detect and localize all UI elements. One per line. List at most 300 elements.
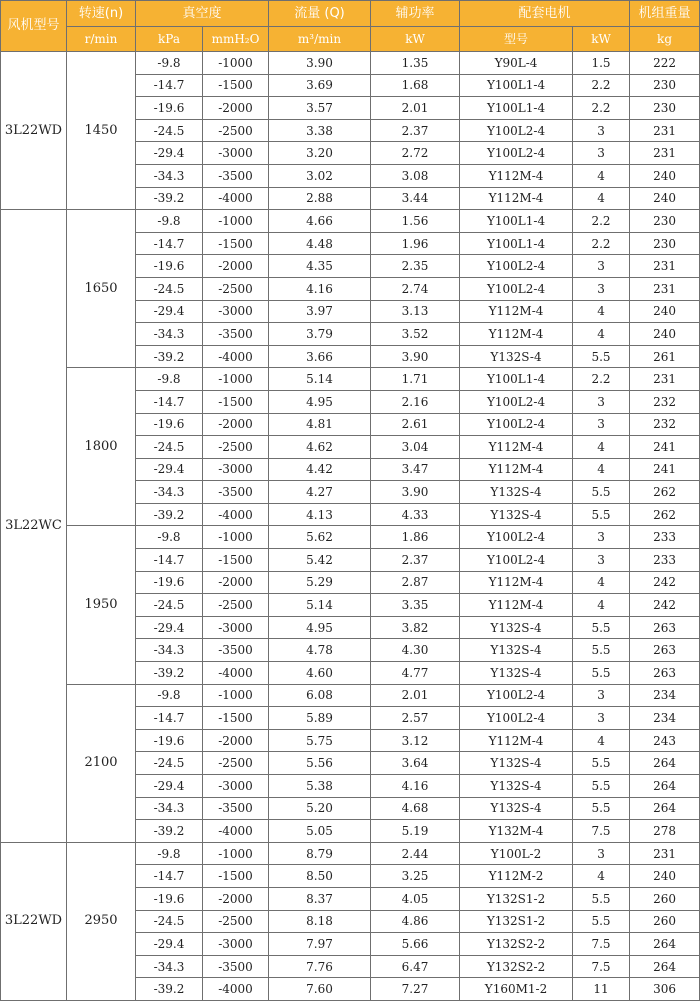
aux-power-cell: 4.86 xyxy=(371,910,460,933)
aux-power-cell: 3.47 xyxy=(371,458,460,481)
vacuum-kpa-cell: -29.4 xyxy=(136,775,203,798)
weight-cell: 260 xyxy=(630,887,700,910)
motor-type-cell: Y132S2-2 xyxy=(460,955,573,978)
motor-kw-cell: 5.5 xyxy=(573,752,630,775)
flow-cell: 5.56 xyxy=(269,752,371,775)
aux-power-cell: 2.01 xyxy=(371,684,460,707)
table-row xyxy=(1,842,700,865)
model-cell: 3L22WC xyxy=(1,210,67,843)
vacuum-kpa-cell: -34.3 xyxy=(136,481,203,504)
vacuum-mmh2o-cell: -3500 xyxy=(203,639,269,662)
vacuum-kpa-cell: -14.7 xyxy=(136,390,203,413)
vacuum-kpa-cell: -34.3 xyxy=(136,797,203,820)
flow-cell: 3.97 xyxy=(269,300,371,323)
flow-cell: 5.62 xyxy=(269,526,371,549)
vacuum-kpa-cell: -29.4 xyxy=(136,933,203,956)
vacuum-kpa-cell: -9.8 xyxy=(136,684,203,707)
header-motor-kw: kW xyxy=(573,27,630,52)
vacuum-mmh2o-cell: -2000 xyxy=(203,97,269,120)
flow-cell: 6.08 xyxy=(269,684,371,707)
motor-type-cell: Y132S2-2 xyxy=(460,933,573,956)
vacuum-mmh2o-cell: -4000 xyxy=(203,187,269,210)
motor-type-cell: Y132S-4 xyxy=(460,616,573,639)
aux-power-cell: 3.04 xyxy=(371,436,460,459)
weight-cell: 261 xyxy=(630,345,700,368)
flow-cell: 4.27 xyxy=(269,481,371,504)
flow-cell: 7.60 xyxy=(269,978,371,1001)
vacuum-kpa-cell: -9.8 xyxy=(136,526,203,549)
header-motor-type: 型号 xyxy=(460,27,573,52)
vacuum-mmh2o-cell: -3500 xyxy=(203,955,269,978)
vacuum-kpa-cell: -39.2 xyxy=(136,503,203,526)
flow-cell: 4.95 xyxy=(269,616,371,639)
vacuum-mmh2o-cell: -1000 xyxy=(203,684,269,707)
motor-kw-cell: 3 xyxy=(573,842,630,865)
motor-kw-cell: 4 xyxy=(573,323,630,346)
motor-type-cell: Y132S-4 xyxy=(460,775,573,798)
table-row xyxy=(1,210,700,233)
motor-type-cell: Y100L1-4 xyxy=(460,74,573,97)
vacuum-kpa-cell: -39.2 xyxy=(136,662,203,685)
motor-kw-cell: 4 xyxy=(573,729,630,752)
weight-cell: 240 xyxy=(630,865,700,888)
motor-type-cell: Y100L1-4 xyxy=(460,97,573,120)
flow-cell: 3.79 xyxy=(269,323,371,346)
vacuum-kpa-cell: -24.5 xyxy=(136,277,203,300)
motor-type-cell: Y112M-4 xyxy=(460,323,573,346)
vacuum-kpa-cell: -24.5 xyxy=(136,436,203,459)
vacuum-mmh2o-cell: -1500 xyxy=(203,74,269,97)
vacuum-kpa-cell: -9.8 xyxy=(136,842,203,865)
weight-cell: 306 xyxy=(630,978,700,1001)
aux-power-cell: 1.71 xyxy=(371,368,460,391)
motor-kw-cell: 3 xyxy=(573,707,630,730)
motor-kw-cell: 4 xyxy=(573,594,630,617)
vacuum-mmh2o-cell: -2500 xyxy=(203,594,269,617)
speed-cell: 1450 xyxy=(67,52,136,210)
aux-power-cell: 2.35 xyxy=(371,255,460,278)
vacuum-kpa-cell: -9.8 xyxy=(136,210,203,233)
motor-type-cell: Y100L2-4 xyxy=(460,707,573,730)
aux-power-cell: 2.44 xyxy=(371,842,460,865)
motor-kw-cell: 4 xyxy=(573,436,630,459)
aux-power-cell: 1.68 xyxy=(371,74,460,97)
vacuum-mmh2o-cell: -1000 xyxy=(203,526,269,549)
vacuum-kpa-cell: -19.6 xyxy=(136,255,203,278)
vacuum-mmh2o-cell: -4000 xyxy=(203,345,269,368)
speed-cell: 1650 xyxy=(67,210,136,368)
aux-power-cell: 5.19 xyxy=(371,820,460,843)
vacuum-mmh2o-cell: -3500 xyxy=(203,323,269,346)
vacuum-mmh2o-cell: -3500 xyxy=(203,164,269,187)
flow-cell: 3.20 xyxy=(269,142,371,165)
model-cell: 3L22WD xyxy=(1,842,67,1000)
motor-kw-cell: 2.2 xyxy=(573,97,630,120)
weight-cell: 231 xyxy=(630,277,700,300)
flow-cell: 4.95 xyxy=(269,390,371,413)
aux-power-cell: 3.64 xyxy=(371,752,460,775)
vacuum-mmh2o-cell: -4000 xyxy=(203,662,269,685)
weight-cell: 232 xyxy=(630,413,700,436)
vacuum-kpa-cell: -24.5 xyxy=(136,910,203,933)
motor-kw-cell: 4 xyxy=(573,187,630,210)
vacuum-kpa-cell: -39.2 xyxy=(136,345,203,368)
vacuum-mmh2o-cell: -2000 xyxy=(203,729,269,752)
vacuum-mmh2o-cell: -3500 xyxy=(203,797,269,820)
motor-type-cell: Y100L2-4 xyxy=(460,142,573,165)
header-weight-unit: kg xyxy=(630,27,700,52)
table-row xyxy=(1,368,700,391)
aux-power-cell: 4.30 xyxy=(371,639,460,662)
flow-cell: 7.97 xyxy=(269,933,371,956)
vacuum-kpa-cell: -19.6 xyxy=(136,97,203,120)
header-flow: 流量 (Q) xyxy=(269,1,371,27)
flow-cell: 5.38 xyxy=(269,775,371,798)
motor-kw-cell: 2.2 xyxy=(573,368,630,391)
weight-cell: 240 xyxy=(630,300,700,323)
motor-type-cell: Y100L2-4 xyxy=(460,390,573,413)
motor-type-cell: Y100L2-4 xyxy=(460,277,573,300)
motor-kw-cell: 5.5 xyxy=(573,481,630,504)
weight-cell: 241 xyxy=(630,458,700,481)
flow-cell: 4.13 xyxy=(269,503,371,526)
motor-kw-cell: 5.5 xyxy=(573,797,630,820)
aux-power-cell: 2.16 xyxy=(371,390,460,413)
vacuum-mmh2o-cell: -2000 xyxy=(203,413,269,436)
vacuum-kpa-cell: -9.8 xyxy=(136,52,203,75)
motor-type-cell: Y112M-4 xyxy=(460,436,573,459)
vacuum-kpa-cell: -19.6 xyxy=(136,571,203,594)
flow-cell: 4.16 xyxy=(269,277,371,300)
aux-power-cell: 2.57 xyxy=(371,707,460,730)
vacuum-kpa-cell: -24.5 xyxy=(136,752,203,775)
vacuum-mmh2o-cell: -1000 xyxy=(203,368,269,391)
vacuum-mmh2o-cell: -4000 xyxy=(203,503,269,526)
vacuum-kpa-cell: -34.3 xyxy=(136,955,203,978)
vacuum-mmh2o-cell: -2500 xyxy=(203,436,269,459)
aux-power-cell: 2.37 xyxy=(371,119,460,142)
flow-cell: 7.76 xyxy=(269,955,371,978)
header-vacuum-kpa: kPa xyxy=(136,27,203,52)
header-weight: 机组重量 xyxy=(630,1,700,27)
vacuum-mmh2o-cell: -1000 xyxy=(203,842,269,865)
motor-type-cell: Y112M-4 xyxy=(460,187,573,210)
weight-cell: 260 xyxy=(630,910,700,933)
weight-cell: 263 xyxy=(630,616,700,639)
weight-cell: 262 xyxy=(630,503,700,526)
table-header xyxy=(1,1,700,52)
motor-kw-cell: 5.5 xyxy=(573,910,630,933)
vacuum-mmh2o-cell: -1500 xyxy=(203,865,269,888)
table-row xyxy=(1,684,700,707)
vacuum-mmh2o-cell: -2500 xyxy=(203,119,269,142)
weight-cell: 233 xyxy=(630,549,700,572)
motor-type-cell: Y100L2-4 xyxy=(460,549,573,572)
vacuum-mmh2o-cell: -3500 xyxy=(203,481,269,504)
vacuum-mmh2o-cell: -2500 xyxy=(203,277,269,300)
motor-kw-cell: 5.5 xyxy=(573,345,630,368)
header-vacuum-mmh2o: mmH₂O xyxy=(203,27,269,52)
vacuum-kpa-cell: -34.3 xyxy=(136,323,203,346)
vacuum-kpa-cell: -34.3 xyxy=(136,164,203,187)
table-row xyxy=(1,526,700,549)
vacuum-mmh2o-cell: -3000 xyxy=(203,300,269,323)
flow-cell: 3.66 xyxy=(269,345,371,368)
header-model: 风机型号 xyxy=(1,1,67,52)
aux-power-cell: 4.33 xyxy=(371,503,460,526)
header-speed: 转速(n) xyxy=(67,1,136,27)
motor-kw-cell: 3 xyxy=(573,277,630,300)
motor-type-cell: Y112M-4 xyxy=(460,300,573,323)
aux-power-cell: 2.61 xyxy=(371,413,460,436)
motor-type-cell: Y100L2-4 xyxy=(460,119,573,142)
vacuum-kpa-cell: -24.5 xyxy=(136,119,203,142)
motor-type-cell: Y100L2-4 xyxy=(460,413,573,436)
motor-kw-cell: 3 xyxy=(573,413,630,436)
table-body xyxy=(1,52,700,1001)
motor-type-cell: Y100L1-4 xyxy=(460,232,573,255)
weight-cell: 263 xyxy=(630,662,700,685)
flow-cell: 4.78 xyxy=(269,639,371,662)
vacuum-mmh2o-cell: -1000 xyxy=(203,210,269,233)
motor-kw-cell: 5.5 xyxy=(573,503,630,526)
model-cell: 3L22WD xyxy=(1,52,67,210)
flow-cell: 8.50 xyxy=(269,865,371,888)
vacuum-mmh2o-cell: -2000 xyxy=(203,571,269,594)
motor-kw-cell: 5.5 xyxy=(573,616,630,639)
aux-power-cell: 6.47 xyxy=(371,955,460,978)
vacuum-mmh2o-cell: -2500 xyxy=(203,910,269,933)
weight-cell: 230 xyxy=(630,97,700,120)
speed-cell: 2950 xyxy=(67,842,136,1000)
weight-cell: 264 xyxy=(630,933,700,956)
motor-kw-cell: 3 xyxy=(573,549,630,572)
aux-power-cell: 3.12 xyxy=(371,729,460,752)
weight-cell: 240 xyxy=(630,187,700,210)
flow-cell: 4.62 xyxy=(269,436,371,459)
flow-cell: 5.89 xyxy=(269,707,371,730)
flow-cell: 5.75 xyxy=(269,729,371,752)
flow-cell: 4.42 xyxy=(269,458,371,481)
vacuum-kpa-cell: -14.7 xyxy=(136,232,203,255)
motor-type-cell: Y132M-4 xyxy=(460,820,573,843)
aux-power-cell: 5.66 xyxy=(371,933,460,956)
vacuum-mmh2o-cell: -1500 xyxy=(203,707,269,730)
aux-power-cell: 3.44 xyxy=(371,187,460,210)
aux-power-cell: 3.82 xyxy=(371,616,460,639)
weight-cell: 234 xyxy=(630,684,700,707)
vacuum-mmh2o-cell: -2000 xyxy=(203,887,269,910)
vacuum-kpa-cell: -39.2 xyxy=(136,820,203,843)
motor-type-cell: Y90L-4 xyxy=(460,52,573,75)
aux-power-cell: 1.35 xyxy=(371,52,460,75)
motor-type-cell: Y100L1-4 xyxy=(460,210,573,233)
motor-kw-cell: 5.5 xyxy=(573,639,630,662)
weight-cell: 243 xyxy=(630,729,700,752)
weight-cell: 230 xyxy=(630,232,700,255)
motor-type-cell: Y112M-4 xyxy=(460,571,573,594)
header-motor: 配套电机 xyxy=(460,1,630,27)
motor-kw-cell: 7.5 xyxy=(573,955,630,978)
motor-type-cell: Y132S1-2 xyxy=(460,910,573,933)
motor-type-cell: Y132S-4 xyxy=(460,345,573,368)
flow-cell: 3.69 xyxy=(269,74,371,97)
weight-cell: 242 xyxy=(630,594,700,617)
weight-cell: 230 xyxy=(630,74,700,97)
vacuum-kpa-cell: -14.7 xyxy=(136,549,203,572)
vacuum-kpa-cell: -29.4 xyxy=(136,142,203,165)
vacuum-kpa-cell: -34.3 xyxy=(136,639,203,662)
vacuum-mmh2o-cell: -2500 xyxy=(203,752,269,775)
weight-cell: 240 xyxy=(630,164,700,187)
speed-cell: 1950 xyxy=(67,526,136,684)
aux-power-cell: 2.37 xyxy=(371,549,460,572)
aux-power-cell: 3.35 xyxy=(371,594,460,617)
flow-cell: 4.81 xyxy=(269,413,371,436)
flow-cell: 5.29 xyxy=(269,571,371,594)
motor-type-cell: Y112M-4 xyxy=(460,458,573,481)
motor-kw-cell: 3 xyxy=(573,255,630,278)
motor-type-cell: Y100L1-4 xyxy=(460,368,573,391)
vacuum-kpa-cell: -14.7 xyxy=(136,707,203,730)
vacuum-mmh2o-cell: -2000 xyxy=(203,255,269,278)
motor-type-cell: Y132S-4 xyxy=(460,662,573,685)
flow-cell: 4.60 xyxy=(269,662,371,685)
weight-cell: 232 xyxy=(630,390,700,413)
motor-type-cell: Y100L-2 xyxy=(460,842,573,865)
flow-cell: 8.18 xyxy=(269,910,371,933)
motor-kw-cell: 3 xyxy=(573,684,630,707)
aux-power-cell: 3.13 xyxy=(371,300,460,323)
flow-cell: 4.35 xyxy=(269,255,371,278)
aux-power-cell: 1.96 xyxy=(371,232,460,255)
vacuum-mmh2o-cell: -1000 xyxy=(203,52,269,75)
motor-type-cell: Y112M-4 xyxy=(460,164,573,187)
motor-kw-cell: 4 xyxy=(573,865,630,888)
flow-cell: 5.14 xyxy=(269,368,371,391)
aux-power-cell: 2.74 xyxy=(371,277,460,300)
header-speed-unit: r/min xyxy=(67,27,136,52)
motor-type-cell: Y100L2-4 xyxy=(460,255,573,278)
weight-cell: 231 xyxy=(630,842,700,865)
motor-kw-cell: 3 xyxy=(573,119,630,142)
motor-type-cell: Y132S-4 xyxy=(460,503,573,526)
motor-kw-cell: 2.2 xyxy=(573,232,630,255)
vacuum-mmh2o-cell: -1500 xyxy=(203,549,269,572)
weight-cell: 278 xyxy=(630,820,700,843)
motor-kw-cell: 5.5 xyxy=(573,775,630,798)
vacuum-kpa-cell: -14.7 xyxy=(136,74,203,97)
motor-kw-cell: 4 xyxy=(573,458,630,481)
aux-power-cell: 3.90 xyxy=(371,481,460,504)
flow-cell: 5.42 xyxy=(269,549,371,572)
weight-cell: 263 xyxy=(630,639,700,662)
motor-kw-cell: 1.5 xyxy=(573,52,630,75)
aux-power-cell: 4.68 xyxy=(371,797,460,820)
motor-kw-cell: 7.5 xyxy=(573,933,630,956)
weight-cell: 262 xyxy=(630,481,700,504)
aux-power-cell: 4.05 xyxy=(371,887,460,910)
flow-cell: 5.14 xyxy=(269,594,371,617)
vacuum-mmh2o-cell: -1500 xyxy=(203,390,269,413)
motor-type-cell: Y160M1-2 xyxy=(460,978,573,1001)
vacuum-mmh2o-cell: -3000 xyxy=(203,616,269,639)
vacuum-mmh2o-cell: -3000 xyxy=(203,458,269,481)
speed-cell: 2100 xyxy=(67,684,136,842)
weight-cell: 222 xyxy=(630,52,700,75)
header-aux-power-unit: kW xyxy=(371,27,460,52)
flow-cell: 8.37 xyxy=(269,887,371,910)
table-row xyxy=(1,52,700,75)
motor-type-cell: Y112M-4 xyxy=(460,729,573,752)
aux-power-cell: 3.08 xyxy=(371,164,460,187)
aux-power-cell: 2.01 xyxy=(371,97,460,120)
flow-cell: 4.48 xyxy=(269,232,371,255)
speed-cell: 1800 xyxy=(67,368,136,526)
weight-cell: 241 xyxy=(630,436,700,459)
aux-power-cell: 2.72 xyxy=(371,142,460,165)
vacuum-mmh2o-cell: -3000 xyxy=(203,142,269,165)
vacuum-kpa-cell: -19.6 xyxy=(136,887,203,910)
motor-kw-cell: 4 xyxy=(573,164,630,187)
vacuum-kpa-cell: -9.8 xyxy=(136,368,203,391)
motor-type-cell: Y100L2-4 xyxy=(460,684,573,707)
motor-kw-cell: 11 xyxy=(573,978,630,1001)
flow-cell: 4.66 xyxy=(269,210,371,233)
flow-cell: 3.90 xyxy=(269,52,371,75)
motor-kw-cell: 4 xyxy=(573,571,630,594)
motor-kw-cell: 3 xyxy=(573,142,630,165)
weight-cell: 231 xyxy=(630,142,700,165)
vacuum-kpa-cell: -39.2 xyxy=(136,187,203,210)
motor-kw-cell: 3 xyxy=(573,526,630,549)
aux-power-cell: 3.90 xyxy=(371,345,460,368)
motor-type-cell: Y112M-4 xyxy=(460,594,573,617)
motor-kw-cell: 2.2 xyxy=(573,210,630,233)
flow-cell: 2.88 xyxy=(269,187,371,210)
motor-type-cell: Y112M-2 xyxy=(460,865,573,888)
vacuum-kpa-cell: -29.4 xyxy=(136,616,203,639)
flow-cell: 3.38 xyxy=(269,119,371,142)
aux-power-cell: 7.27 xyxy=(371,978,460,1001)
weight-cell: 230 xyxy=(630,210,700,233)
motor-kw-cell: 7.5 xyxy=(573,820,630,843)
vacuum-kpa-cell: -29.4 xyxy=(136,458,203,481)
header-aux-power: 辅功率 xyxy=(371,1,460,27)
vacuum-kpa-cell: -24.5 xyxy=(136,594,203,617)
aux-power-cell: 1.86 xyxy=(371,526,460,549)
motor-type-cell: Y132S-4 xyxy=(460,752,573,775)
weight-cell: 240 xyxy=(630,323,700,346)
aux-power-cell: 1.56 xyxy=(371,210,460,233)
weight-cell: 233 xyxy=(630,526,700,549)
flow-cell: 8.79 xyxy=(269,842,371,865)
weight-cell: 264 xyxy=(630,752,700,775)
weight-cell: 231 xyxy=(630,368,700,391)
vacuum-mmh2o-cell: -1500 xyxy=(203,232,269,255)
weight-cell: 264 xyxy=(630,955,700,978)
vacuum-mmh2o-cell: -3000 xyxy=(203,775,269,798)
weight-cell: 264 xyxy=(630,797,700,820)
flow-cell: 5.05 xyxy=(269,820,371,843)
header-vacuum: 真空度 xyxy=(136,1,269,27)
motor-type-cell: Y132S1-2 xyxy=(460,887,573,910)
vacuum-kpa-cell: -19.6 xyxy=(136,413,203,436)
motor-kw-cell: 5.5 xyxy=(573,662,630,685)
aux-power-cell: 3.52 xyxy=(371,323,460,346)
vacuum-kpa-cell: -19.6 xyxy=(136,729,203,752)
motor-type-cell: Y132S-4 xyxy=(460,797,573,820)
